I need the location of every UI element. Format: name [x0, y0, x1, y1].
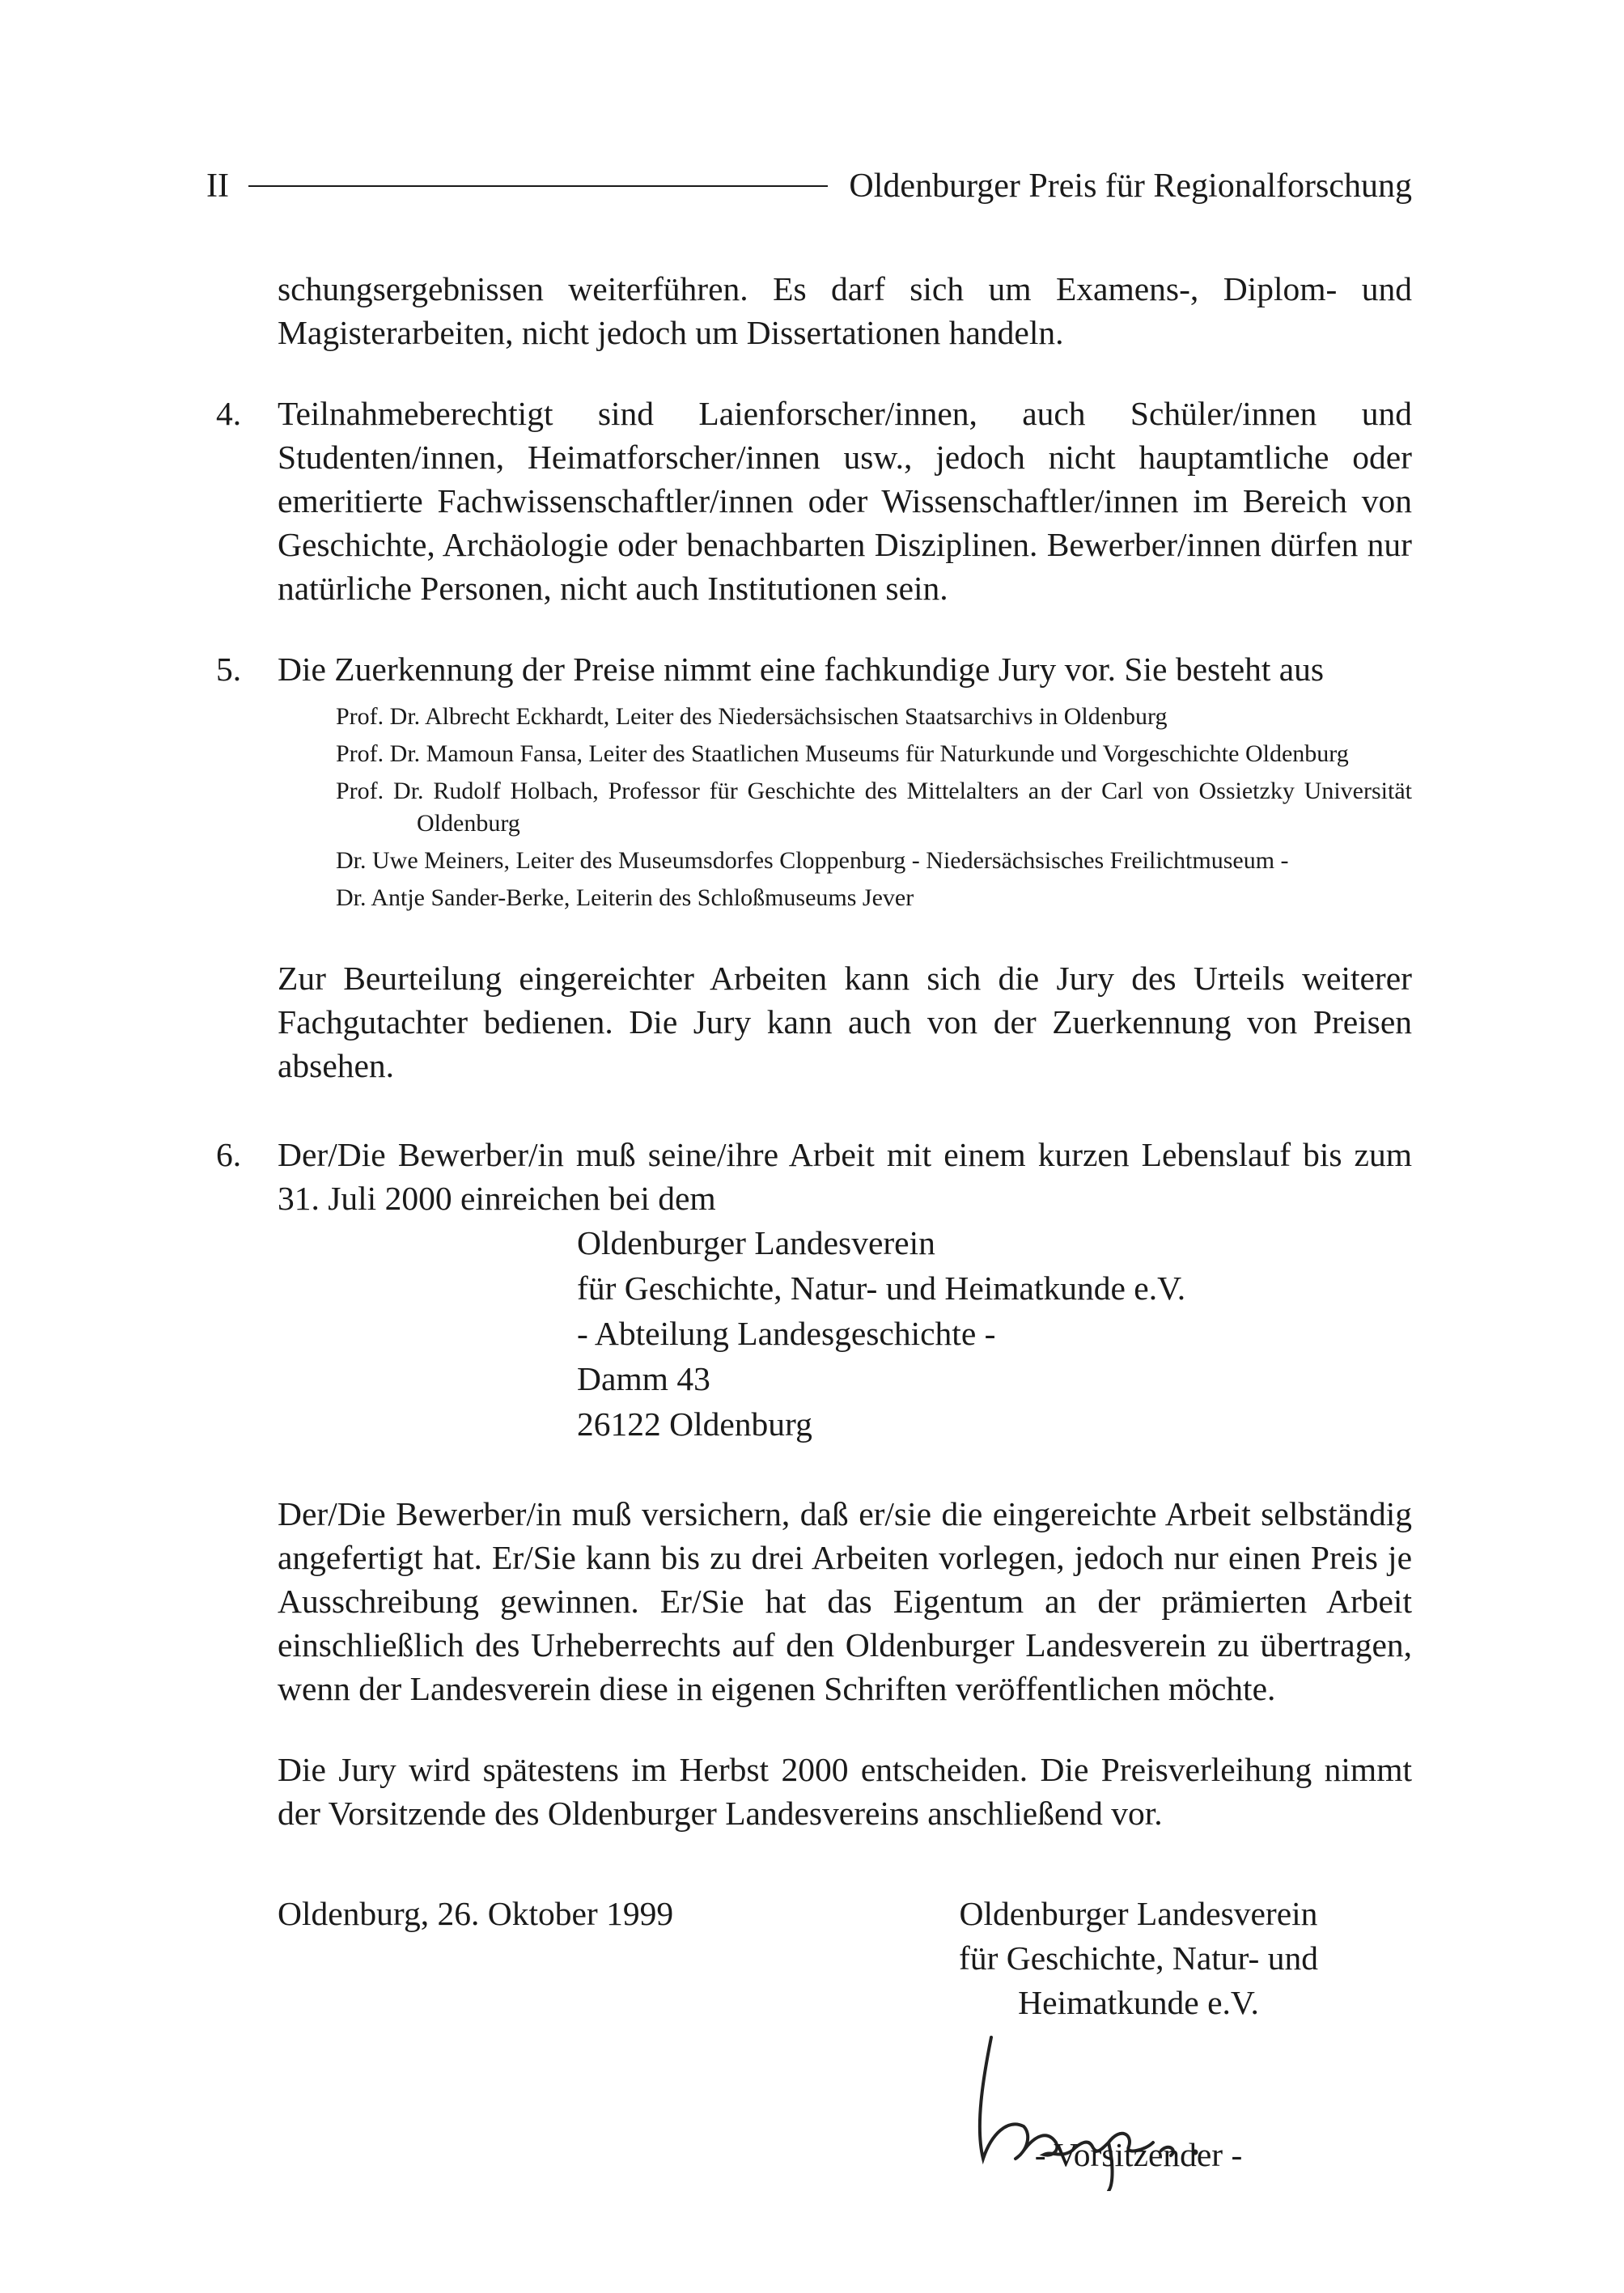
header-rule	[248, 185, 828, 187]
item-text: Die Zuerkennung der Preise nimmt eine fachkundige Jury vor. Sie besteht aus	[278, 651, 1325, 688]
list-item-5	[206, 647, 1412, 691]
place-date: Oldenburg, 26. Oktober 1999	[278, 1895, 674, 1932]
running-header	[206, 162, 1412, 210]
address-line: für Geschichte, Natur- und Heimatkunde e.V.	[577, 1269, 1186, 1307]
jury-member: Dr. Uwe Meiners, Leiter des Museumsdorfes Cloppenburg - Niedersächsisches Freilichtmuseum -	[336, 847, 1289, 874]
item-text: Teilnahmeberechtigt sind Laienforscher/innen, auch Schüler/innen und Studenten/innen, Heimatforscher/innen usw., jedoch nicht hauptamtliche oder emeritierte Fachwissenschaftler/innen oder Wissenschaftler/innen im Bereich von Geschichte, Archäologie oder benachbarten Disziplinen. Bewerber/innen dürfen nur natürliche Personen, nicht auch Institutionen sein.	[278, 395, 1412, 607]
jury-member: Prof. Dr. Albrecht Eckhardt, Leiter des Niedersächsischen Staatsarchivs in Oldenburg	[336, 703, 1168, 730]
address-line: Damm 43	[577, 1360, 710, 1397]
address-block	[206, 1220, 1412, 1447]
decision-paragraph: Die Jury wird spätestens im Herbst 2000 entscheiden. Die Preisverleihung nimmt der Vorsitzende des Oldenburger Landesvereins anschließend vor.	[278, 1751, 1412, 1832]
jury-member: Prof. Dr. Mamoun Fansa, Leiter des Staatlichen Museums für Naturkunde und Vorgeschichte Oldenburg	[336, 740, 1349, 767]
jury-member: Prof. Dr. Rudolf Holbach, Professor für Geschichte des Mittelalters an der Carl von Ossietzky Universität Oldenburg	[336, 778, 1412, 837]
signer-line: Heimatkunde e.V.	[1018, 1984, 1259, 2021]
jury-note-paragraph: Zur Beurteilung eingereichter Arbeiten kann sich die Jury des Urteils weiterer Fachgutachter bedienen. Die Jury kann auch von der Zuerkennung von Preisen absehen.	[278, 960, 1412, 1084]
address-line: 26122 Oldenburg	[577, 1405, 812, 1443]
document-body	[206, 267, 1412, 2232]
closing-block	[206, 1892, 1412, 2232]
address-line: - Abteilung Landesgeschichte -	[577, 1315, 996, 1352]
signer-role: - Vorsitzender -	[1034, 2136, 1243, 2173]
signer-line: Oldenburger Landesverein	[959, 1895, 1318, 1932]
item-number: 5.	[216, 651, 242, 688]
signer-line: für Geschichte, Natur- und	[959, 1939, 1318, 1977]
list-item-6	[206, 1133, 1412, 1220]
continuation-paragraph: schungsergebnissen weiterführen. Es darf sich um Examens-, Diplom- und Magisterarbeiten, nicht jedoch um Dissertationen handeln.	[278, 270, 1412, 351]
address-line: Oldenburger Landesverein	[577, 1224, 935, 1261]
list-item-4	[206, 392, 1412, 610]
conditions-paragraph: Der/Die Bewerber/in muß versichern, daß er/sie die eingereichte Arbeit selbständig angefertigt hat. Er/Sie kann bis zu drei Arbeiten vorlegen, jedoch nur einen Preis je Ausschreibung gewinnen. Er/Sie hat das Eigentum an der prämierten Arbeit einschließlich des Urheberrechts auf den Oldenburger Landesverein zu übertragen, wenn der Landesverein diese in eigenen Schriften veröffentlichen möchte.	[278, 1495, 1412, 1707]
jury-member: Dr. Antje Sander-Berke, Leiterin des Schloßmuseums Jever	[336, 884, 914, 911]
item-number: 4.	[216, 395, 242, 432]
page-number: II	[206, 167, 229, 205]
item-text: Der/Die Bewerber/in muß seine/ihre Arbeit mit einem kurzen Lebenslauf bis zum 31. Juli 2000 einreichen bei dem	[278, 1136, 1412, 1217]
running-title: Oldenburger Preis für Regionalforschung	[849, 167, 1412, 205]
jury-list	[206, 701, 1412, 914]
signer-block	[912, 1892, 1365, 2025]
item-number: 6.	[216, 1136, 242, 1173]
